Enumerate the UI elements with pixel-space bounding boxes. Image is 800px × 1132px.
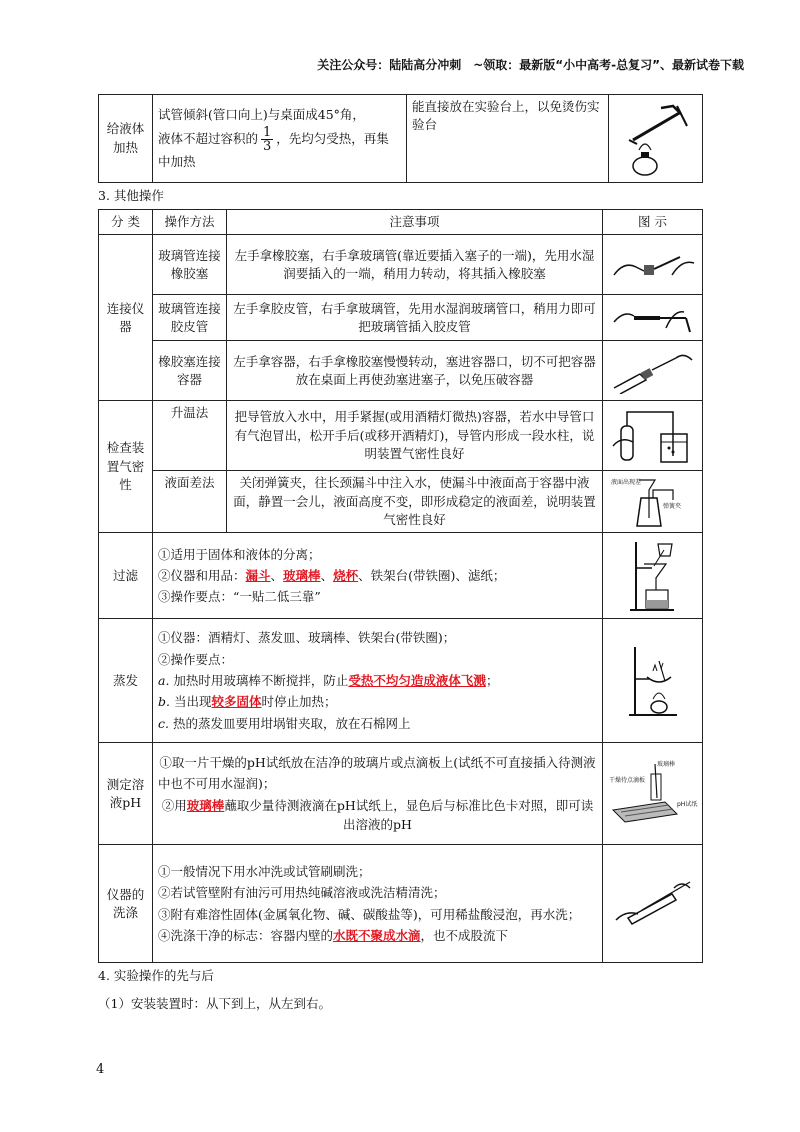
figure-cell xyxy=(603,235,703,295)
item-b: b. xyxy=(158,694,170,710)
note-cell: 左手拿橡胶塞，右手拿玻璃管(靠近要插入塞子的一端)，先用水湿润要插入的一端，稍用力转动，将其插入橡胶塞 xyxy=(227,235,603,295)
col-header-category: 分 类 xyxy=(99,210,153,235)
filter-line-2-post: 、铁架台(带铁圈)、滤纸； xyxy=(358,567,506,583)
figure-cell xyxy=(603,295,703,341)
filter-line-1: ①适用于固体和液体的分离； xyxy=(158,546,321,562)
fig-label-plate: 干燥待点滴板 xyxy=(608,776,645,784)
table-header-row xyxy=(99,210,703,235)
ph-line-3-post: 蘸取少量待测液滴在pH试纸上，显色后与标准比色卡对照，即可读出溶液的pH xyxy=(224,797,594,832)
figure-cell xyxy=(603,341,703,401)
evap-line-5: 热的蒸发皿要用坩埚钳夹取，放在石棉网上 xyxy=(168,715,411,731)
note-cell: 把导管放入水中，用手紧握(或用酒精灯微热)容器，若水中导管口有气泡冒出，松开手后(或移开酒精灯)，导管内形成一段水柱，说明装置气密性良好 xyxy=(227,401,603,471)
figure-cell xyxy=(603,401,703,471)
table-row xyxy=(99,295,703,341)
heating-figure xyxy=(609,95,703,183)
ph-line-3-pre: ②用 xyxy=(161,797,187,813)
item-c: c. xyxy=(158,715,169,731)
note-cell: 左手拿容器，右手拿橡胶塞慢慢转动，塞进容器口，切不可把容器放在桌面上再使劲塞进塞子，以免压破容器 xyxy=(227,341,603,401)
highlight-solid: 较多固体 xyxy=(211,694,262,710)
method-cell: 玻璃管连接橡胶塞 xyxy=(153,235,227,295)
fig-label-clip: 弹簧夹 xyxy=(662,502,681,510)
ph-line-2: 中也不可用水湿润)； xyxy=(158,776,276,792)
frac-numerator: 1 xyxy=(263,125,272,140)
row-label-wash xyxy=(99,845,153,963)
highlight-funnel: 漏斗 xyxy=(245,567,271,583)
stopper-container-icon xyxy=(610,348,696,394)
row-label-airtight xyxy=(99,401,153,533)
note-cell: 关闭弹簧夹，往长颈漏斗中注入水，使漏斗中液面高于容器中液面，静置一会儿，液面高度不变，即形成稳定的液面差，说明装置气密性良好 xyxy=(227,471,603,533)
heating-method xyxy=(153,95,407,183)
wash-line-3: ③附有难溶性固体(金属氧化物、碱、碳酸盐等)，可用稀盐酸浸泡，再水洗； xyxy=(158,906,581,922)
row-label-ph xyxy=(99,743,153,845)
evaporation-icon xyxy=(625,641,681,721)
ph-test-icon xyxy=(607,758,699,830)
airtight-heat-icon xyxy=(609,406,697,466)
highlight-glass-rod: 玻璃棒 xyxy=(186,797,225,813)
wash-line-4-post: ，也不成股流下 xyxy=(420,928,509,943)
row-label-evap xyxy=(99,619,153,743)
fig-label-paper: pH试纸 xyxy=(676,800,697,808)
fig-label-level: 液面出现差 xyxy=(610,478,641,486)
evap-line-3-post: ； xyxy=(485,672,499,688)
glass-tube-stopper-icon xyxy=(610,245,696,285)
section-4-title: 4. 实验操作的先与后 xyxy=(98,968,214,984)
figure-cell xyxy=(603,471,703,533)
col-header-notes: 注意事项 xyxy=(227,210,603,235)
method-cell: 橡胶塞连接容器 xyxy=(153,341,227,401)
evap-line-4-pre: 当出现 xyxy=(169,694,212,710)
table-row xyxy=(99,235,703,295)
row-label-connect xyxy=(99,235,153,401)
evap-content xyxy=(153,619,603,743)
row-label-heating xyxy=(99,95,153,183)
sep: 、 xyxy=(270,567,284,583)
method-cell: 升温法 xyxy=(153,401,227,471)
evap-line-2: ②操作要点： xyxy=(158,651,234,667)
method-line-3: ，先均匀受热，再集中加热 xyxy=(158,131,389,169)
fig-label-rod: 玻璃棒 xyxy=(656,760,675,768)
page-number: 4 xyxy=(96,1062,105,1077)
filter-line-3: ③操作要点：“一贴二低三靠” xyxy=(158,589,321,605)
label-text: 测定溶液pH xyxy=(106,776,145,810)
frac-denominator: 3 xyxy=(263,139,272,154)
item-1-text: （1）安装装置时：从下到上，从左到右。 xyxy=(98,996,331,1012)
evap-line-4-post: 时停止加热； xyxy=(261,694,337,710)
tube-washing-icon xyxy=(612,874,694,934)
label-text: 连接仪器 xyxy=(106,300,145,334)
figure-cell xyxy=(603,743,703,845)
highlight-water: 水既不聚成水滴 xyxy=(333,928,421,943)
ph-line-1: ①取一片干燥的pH试纸放在洁净的玻璃片或点滴板上(试纸不可直接插入待测液 xyxy=(159,754,596,770)
other-operations-table xyxy=(98,209,703,963)
heating-note xyxy=(407,95,609,183)
label-text: 给液体加热 xyxy=(106,121,145,155)
note-text: 能直接放在实验台上，以免烫伤实验台 xyxy=(412,99,600,133)
method-line-1: 试管倾斜(管口向上)与桌面成45°角， xyxy=(158,106,365,122)
figure-cell xyxy=(603,533,703,619)
wash-line-2: ②若试管壁附有油污可用热纯碱溶液或洗洁精清洗； xyxy=(158,885,446,901)
page-content xyxy=(98,94,702,1013)
rubber-hose-icon xyxy=(610,300,696,336)
highlight-glass-rod: 玻璃棒 xyxy=(283,567,321,583)
filter-content xyxy=(153,533,603,619)
heating-tube-icon xyxy=(621,100,691,178)
table-row xyxy=(99,533,703,619)
label-text: 仪器的洗涤 xyxy=(106,886,145,920)
wash-content xyxy=(153,845,603,963)
table-row xyxy=(99,341,703,401)
method-cell: 液面差法 xyxy=(153,471,227,533)
method-cell: 玻璃管连接胶皮管 xyxy=(153,295,227,341)
ph-content xyxy=(153,743,603,845)
evap-line-3-pre: 加热时用玻璃棒不断搅拌，防止 xyxy=(169,672,349,688)
col-header-method: 操作方法 xyxy=(153,210,227,235)
table-row xyxy=(99,401,703,471)
label-text: 检查装置气密性 xyxy=(106,440,145,492)
heating-liquid-table xyxy=(98,94,703,183)
highlight-splash: 受热不均匀造成液体飞溅 xyxy=(348,672,486,688)
table-row xyxy=(99,743,703,845)
evap-line-1: ①仪器：酒精灯、蒸发皿、玻璃棒、铁架台(带铁圈)； xyxy=(158,630,456,646)
row-label-filter xyxy=(99,533,153,619)
wash-line-4-pre: ④洗涤干净的标志：容器内壁的 xyxy=(158,928,334,943)
sep: 、 xyxy=(320,567,334,583)
figure-cell xyxy=(603,845,703,963)
table-row xyxy=(99,471,703,533)
label-text: 蒸发 xyxy=(112,672,138,688)
airtight-level-icon xyxy=(609,474,697,530)
col-header-figure: 图 示 xyxy=(603,210,703,235)
label-text: 过滤 xyxy=(112,567,138,583)
method-line-2: 液体不超过容积的 xyxy=(158,131,259,146)
figure-cell xyxy=(603,619,703,743)
note-cell: 左手拿胶皮管，右手拿玻璃管，先用水湿润玻璃管口，稍用力即可把玻璃管插入胶皮管 xyxy=(227,295,603,341)
wash-line-1: ①一般情况下用水冲洗或试管刷刷洗； xyxy=(158,863,371,879)
table-row xyxy=(99,845,703,963)
item-a: a. xyxy=(158,672,170,688)
highlight-beaker: 烧杯 xyxy=(333,567,359,583)
filtration-icon xyxy=(628,538,678,614)
filter-line-2-pre: ②仪器和用品： xyxy=(158,567,246,583)
table-row xyxy=(99,619,703,743)
page-header: 关注公众号：陆陆高分冲刺 ~领取：最新版“小中高考-总复习”、最新试卷下载 xyxy=(317,58,744,72)
section-3-title: 3. 其他操作 xyxy=(98,188,164,203)
fraction xyxy=(261,126,273,153)
